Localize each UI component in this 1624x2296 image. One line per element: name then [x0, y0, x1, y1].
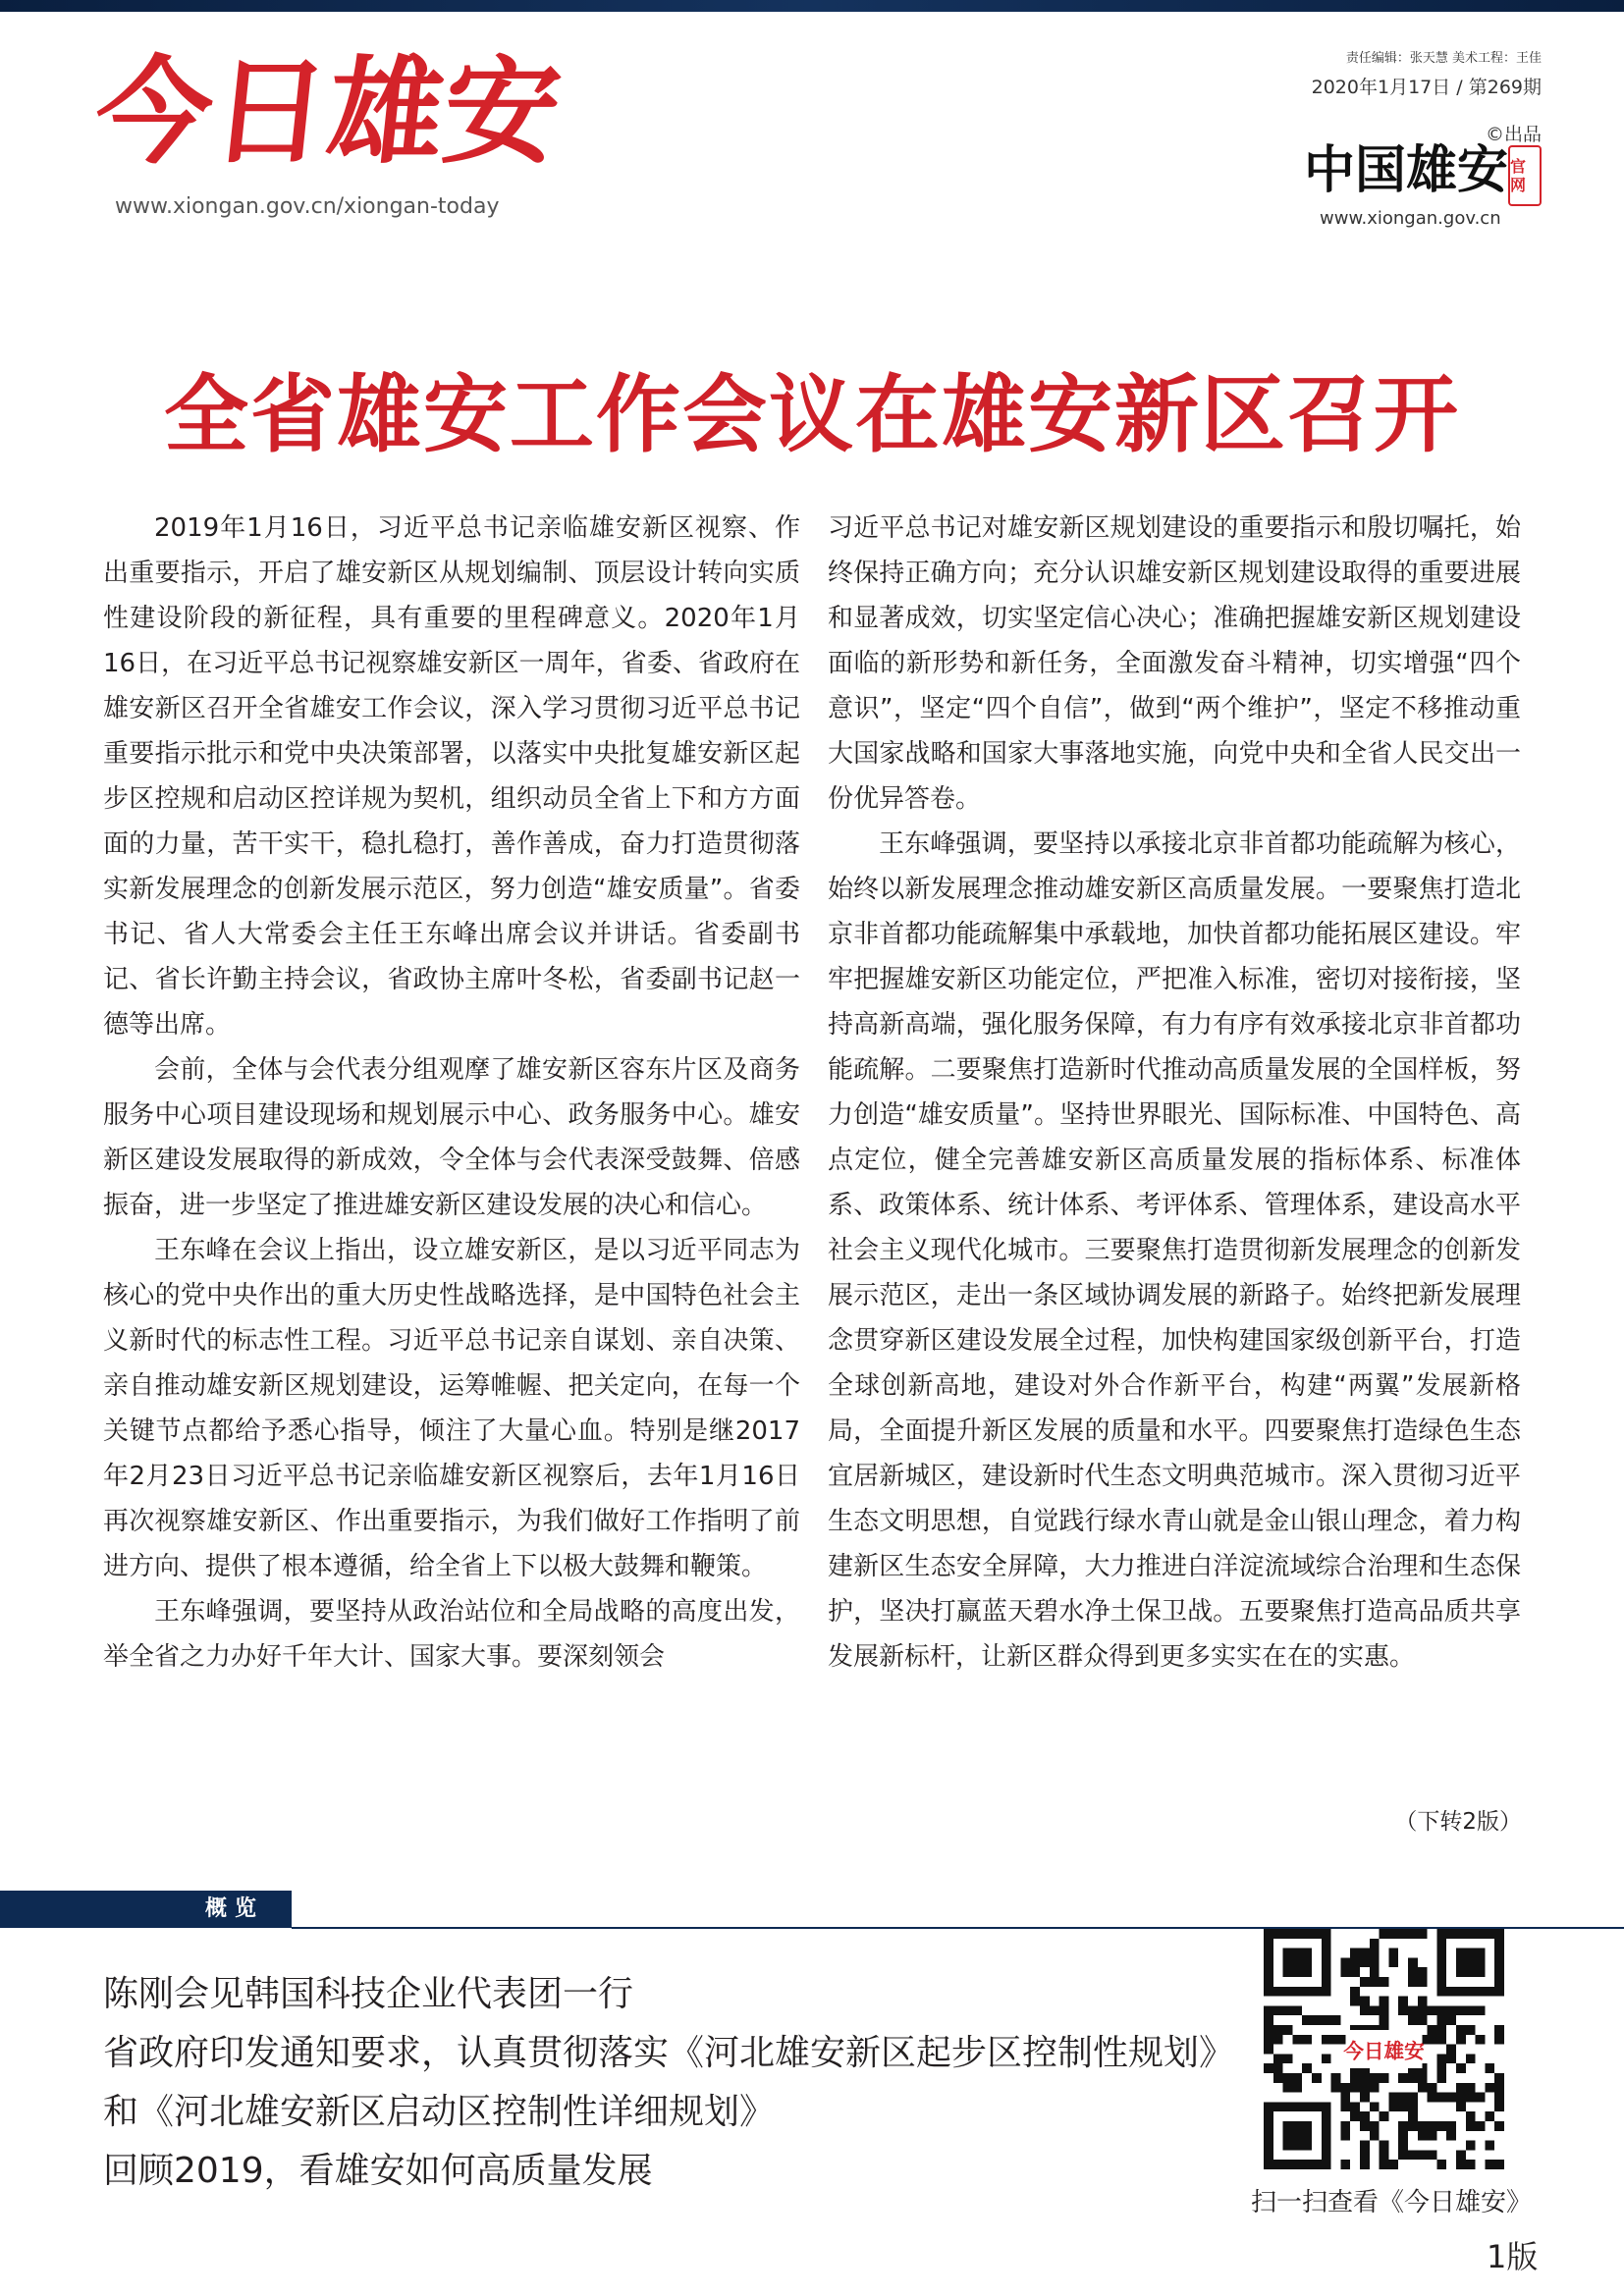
- qr-module: [1436, 2073, 1446, 2083]
- qr-module: [1446, 2054, 1456, 2063]
- qr-module: [1283, 2083, 1293, 2093]
- article-paragraph: 王东峰强调，要坚持从政治站位和全局战略的高度出发，举全省之力办好千年大计、国家大事。要深刻领会: [103, 1597, 800, 1672]
- qr-module: [1264, 2015, 1273, 2025]
- overview-item[interactable]: 省政府印发通知要求，认真贯彻落实《河北雄安新区起步区控制性规划》和《河北雄安新区启动区控制性详细规划》: [103, 2033, 1235, 2132]
- qr-module: [1370, 1977, 1380, 1987]
- qr-module: [1398, 2005, 1408, 2015]
- qr-module: [1264, 2025, 1273, 2035]
- qr-module: [1446, 2093, 1456, 2103]
- editor-credits: 责任编辑：张天慧 美术工程：王佳: [1345, 51, 1542, 66]
- qr-module: [1340, 1967, 1350, 1977]
- qr-module: [1273, 2005, 1283, 2015]
- qr-module: [1446, 2005, 1456, 2015]
- qr-module: [1418, 1967, 1428, 1977]
- qr-module: [1418, 2150, 1428, 2160]
- qr-caption: 扫一扫查看《今日雄安》: [1251, 2188, 1533, 2217]
- qr-module: [1408, 2102, 1418, 2111]
- qr-module: [1292, 2005, 1302, 2015]
- qr-module: [1360, 2141, 1370, 2151]
- qr-module: [1360, 2083, 1370, 2093]
- qr-module: [1494, 2102, 1504, 2111]
- qr-module: [1350, 1949, 1360, 1958]
- qr-module: [1476, 2035, 1486, 2045]
- overview-header: [0, 1891, 292, 1928]
- qr-module: [1350, 1997, 1360, 2006]
- qr-module: [1466, 2141, 1476, 2151]
- qr-module: [1388, 2160, 1398, 2169]
- article-column-left: [103, 506, 800, 1680]
- qr-module: [1388, 1949, 1398, 1958]
- overview-list: [103, 1965, 1242, 2201]
- qr-module: [1408, 2150, 1418, 2160]
- article-paragraph-continued: 习近平总书记对雄安新区规划建设的重要指示和殷切嘱托，始终保持正确方向；充分认识雄安新区规划建设取得的重要进展和显著成效，切实坚定信心决心；准确把握雄安新区规划建设面临的新形势和新任务，全面激发奋斗精神，切实增强“四个意识”，坚定“四个自信”，做到“两个维护”，坚定不移推动重大国家战略和国家大事落地实施，向党中央和全省人民交出一份优异答卷。: [828, 513, 1521, 814]
- qr-module: [1340, 2121, 1350, 2131]
- qr-module: [1360, 2150, 1370, 2160]
- continued-note[interactable]: （下转2版）: [1394, 1809, 1522, 1835]
- qr-module: [1408, 1967, 1418, 1977]
- qr-module: [1360, 2121, 1370, 2131]
- qr-module: [1292, 2083, 1302, 2093]
- article-column-right: [828, 506, 1521, 1680]
- overview-item[interactable]: 陈刚会见韩国科技企业代表团一行: [103, 1974, 634, 2014]
- qr-module: [1456, 2025, 1466, 2035]
- qr-module: [1398, 1997, 1408, 2006]
- qr-module: [1466, 2093, 1476, 2103]
- qr-module: [1418, 2083, 1428, 2093]
- brand-seal: [1508, 145, 1542, 206]
- qr-module: [1273, 2025, 1283, 2035]
- qr-module: [1436, 2121, 1446, 2131]
- qr-module: [1350, 1987, 1360, 1997]
- qr-module: [1380, 2150, 1389, 2160]
- qr-module: [1476, 2005, 1486, 2015]
- qr-module: [1380, 2073, 1389, 2083]
- qr-module: [1380, 2111, 1389, 2121]
- qr-module: [1456, 2063, 1466, 2073]
- qr-module: [1494, 2073, 1504, 2083]
- qr-module: [1476, 2093, 1486, 2103]
- qr-module: [1494, 2035, 1504, 2045]
- qr-module: [1408, 1957, 1418, 1967]
- qr-module: [1446, 2131, 1456, 2141]
- qr-module: [1485, 2083, 1494, 2093]
- qr-module: [1340, 2102, 1350, 2111]
- qr-module: [1398, 2102, 1408, 2111]
- qr-module: [1302, 2035, 1312, 2045]
- overview-label: 概览: [204, 1896, 264, 1921]
- qr-module: [1494, 2083, 1504, 2093]
- qr-module: [1264, 2035, 1273, 2045]
- qr-code-icon[interactable]: [1264, 1929, 1504, 2169]
- article-paragraph: 会前，全体与会代表分组观摩了雄安新区容东片区及商务服务中心项目建设现场和规划展示中心、政务服务中心。雄安新区建设发展取得的新成效，令全体与会代表深受鼓舞、倍感振奋，进一步坚定了推进雄安新区建设发展的决心和信心。: [103, 1055, 800, 1220]
- qr-module: [1283, 2025, 1293, 2035]
- qr-module: [1418, 2073, 1428, 2083]
- qr-module: [1494, 2093, 1504, 2103]
- qr-module: [1408, 2093, 1418, 2103]
- qr-module: [1418, 1977, 1428, 1987]
- qr-module: [1370, 1949, 1380, 1958]
- qr-module: [1428, 2005, 1437, 2015]
- qr-module: [1350, 1967, 1360, 1977]
- qr-module: [1283, 2005, 1293, 2015]
- qr-module: [1350, 2073, 1360, 2083]
- qr-module: [1380, 1977, 1389, 1987]
- qr-module: [1494, 2121, 1504, 2131]
- brand-logo: [1304, 140, 1542, 234]
- qr-module: [1428, 2035, 1437, 2045]
- qr-module: [1331, 2083, 1341, 2093]
- qr-module: [1331, 2073, 1341, 2083]
- qr-module: [1370, 2131, 1380, 2141]
- qr-module: [1388, 2093, 1398, 2103]
- qr-module: [1302, 2015, 1312, 2025]
- qr-module: [1380, 2160, 1389, 2169]
- qr-module: [1456, 2150, 1466, 2160]
- qr-module: [1350, 2083, 1360, 2093]
- qr-module: [1398, 1929, 1408, 1939]
- qr-module: [1456, 2035, 1466, 2045]
- qr-module: [1340, 2131, 1350, 2141]
- qr-module: [1418, 1929, 1428, 1939]
- qr-module: [1380, 2015, 1389, 2025]
- qr-module: [1322, 2035, 1331, 2045]
- qr-module: [1370, 1967, 1380, 1977]
- qr-module: [1312, 2015, 1322, 2025]
- qr-module: [1428, 2150, 1437, 2160]
- overview-item[interactable]: 回顾2019，看雄安如何高质量发展: [103, 2151, 653, 2191]
- brand-url[interactable]: www.xiongan.gov.cn: [1320, 208, 1501, 229]
- qr-module: [1292, 2035, 1302, 2045]
- qr-module: [1418, 2005, 1428, 2015]
- qr-module: [1370, 1957, 1380, 1967]
- qr-module: [1360, 2111, 1370, 2121]
- qr-module: [1428, 2131, 1437, 2141]
- qr-module: [1436, 2015, 1446, 2025]
- qr-module: [1428, 2083, 1437, 2093]
- qr-module: [1360, 2093, 1370, 2103]
- qr-module: [1264, 2005, 1273, 2015]
- qr-module: [1331, 2035, 1341, 2045]
- qr-module: [1312, 2073, 1322, 2083]
- issue-date: 2020年1月17日 / 第269期: [1311, 77, 1542, 98]
- top-bar: [0, 0, 1624, 12]
- qr-module: [1466, 2025, 1476, 2035]
- qr-module: [1466, 2121, 1476, 2131]
- article-paragraph: 2019年1月16日，习近平总书记亲临雄安新区视察、作出重要指示，开启了雄安新区从规划编制、顶层设计转向实质性建设阶段的新征程，具有重要的里程碑意义。2020年1月16日，在习近平总书记视察雄安新区一周年，省委、省政府在雄安新区召开全省雄安工作会议，深入学习贯彻习近平总书记重要指示批示和党中央决策部署，以落实中央批复雄安新区起步区控规和启动区控详规为契机，组织动员全省上下和方方面面的力量，苦干实干，稳扎稳打，善作善成，奋力打造贯彻落实新发展理念的创新发展示范区，努力创造“雄安质量”。省委书记、省人大常委会主任王东峰出席会议并讲话。省委副书记、省长许勤主持会议，省政协主席叶冬松，省委副书记赵一德等出席。: [103, 513, 800, 1040]
- qr-module: [1466, 2160, 1476, 2169]
- qr-module: [1273, 2063, 1283, 2073]
- qr-module: [1436, 2025, 1446, 2035]
- qr-module: [1446, 2015, 1456, 2025]
- qr-module: [1322, 2054, 1331, 2063]
- qr-module: [1436, 2054, 1446, 2063]
- qr-module: [1283, 2054, 1293, 2063]
- qr-module: [1485, 2141, 1494, 2151]
- qr-module: [1340, 2093, 1350, 2103]
- qr-module: [1408, 1977, 1418, 1987]
- qr-module: [1408, 2111, 1418, 2121]
- qr-module: [1456, 2093, 1466, 2103]
- qr-module: [1350, 1957, 1360, 1967]
- qr-module: [1466, 2083, 1476, 2093]
- qr-module: [1398, 2150, 1408, 2160]
- qr-module: [1292, 2073, 1302, 2083]
- qr-module: [1264, 2063, 1273, 2073]
- qr-module: [1436, 2063, 1446, 2073]
- qr-module: [1360, 1977, 1370, 1987]
- qr-module: [1418, 2015, 1428, 2025]
- qr-module: [1360, 2073, 1370, 2083]
- qr-module: [1446, 2045, 1456, 2055]
- qr-module: [1380, 1997, 1389, 2006]
- page-number: 1版: [1487, 2238, 1539, 2275]
- qr-module: [1466, 2054, 1476, 2063]
- qr-module: [1360, 1949, 1370, 1958]
- qr-module: [1398, 2131, 1408, 2141]
- qr-module: [1380, 1929, 1389, 1939]
- qr-module: [1408, 2005, 1418, 2015]
- qr-module: [1370, 2005, 1380, 2015]
- qr-module: [1446, 2121, 1456, 2131]
- qr-module: [1388, 1957, 1398, 1967]
- qr-module: [1360, 1997, 1370, 2006]
- qr-module: [1360, 1957, 1370, 1967]
- qr-module: [1436, 2035, 1446, 2045]
- qr-module: [1456, 2160, 1466, 2169]
- qr-module: [1428, 2121, 1437, 2131]
- headline: 全省雄安工作会议在雄安新区召开: [164, 364, 1460, 464]
- qr-module: [1494, 2025, 1504, 2035]
- article-paragraph: 王东峰强调，要坚持以承接北京非首都功能疏解为核心，始终以新发展理念推动雄安新区高质量发展。一要聚焦打造北京非首都功能疏解集中承载地，加快首都功能拓展区建设。牢牢把握雄安新区功能定位，严把准入标准，密切对接衔接，坚持高新高端，强化服务保障，有力有序有效承接北京非首都功能疏解。二要聚焦打造新时代推动高质量发展的全国样板，努力创造“雄安质量”。坚持世界眼光、国际标准、中国特色、高点定位，健全完善雄安新区高质量发展的指标体系、标准体系、政策体系、统计体系、考评体系、管理体系，建设高水平社会主义现代化城市。三要聚焦打造贯彻新发展理念的创新发展示范区，走出一条区域协调发展的新路子。始终把新发展理念贯穿新区建设发展全过程，加快构建国家级创新平台，打造全球创新高地，建设对外合作新平台，构建“两翼”发展新格局，全面提升新区发展的质量和水平。四要聚焦打造绿色生态宜居新城区，建设新时代生态文明典范城市。深入贯彻习近平生态文明思想，自觉践行绿水青山就是金山银山理念，着力构建新区生态安全屏障，大力推进白洋淀流域综合治理和生态保护，坚决打赢蓝天碧水净土保卫战。五要聚焦打造高品质共享发展新标杆，让新区群众得到更多实实在在的实惠。: [828, 829, 1521, 1672]
- qr-logo: 今日雄安: [1343, 2039, 1425, 2063]
- qr-module: [1398, 2093, 1408, 2103]
- qr-module: [1436, 2005, 1446, 2015]
- qr-module: [1273, 2073, 1283, 2083]
- qr-module: [1340, 1957, 1350, 1967]
- qr-module: [1485, 2160, 1494, 2169]
- qr-module: [1476, 2121, 1486, 2131]
- qr-module: [1418, 2131, 1428, 2141]
- qr-module: [1331, 2015, 1341, 2025]
- qr-module: [1398, 2073, 1408, 2083]
- qr-module: [1264, 2045, 1273, 2055]
- qr-module: [1418, 1997, 1428, 2006]
- qr-module: [1340, 2083, 1350, 2093]
- qr-module: [1370, 2102, 1380, 2111]
- article-paragraph: 王东峰在会议上指出，设立雄安新区，是以习近平同志为核心的党中央作出的重大历史性战略选择，是中国特色社会主义新时代的标志性工程。习近平总书记亲自谋划、亲自决策、亲自推动雄安新区规划建设，运筹帷幄、把关定向，在每一个关键节点都给予悉心指导，倾注了大量心血。特别是继2017年2月23日习近平总书记亲临雄安新区视察后，去年1月16日再次视察雄安新区、作出重要指示，为我们做好工作指明了前进方向、提供了根本遵循，给全省上下以极大鼓舞和鞭策。: [103, 1236, 800, 1581]
- publisher-mark: ©出品: [1485, 124, 1542, 145]
- masthead-logo: 今日雄安: [88, 43, 568, 180]
- qr-module: [1398, 2121, 1408, 2131]
- qr-module: [1456, 2005, 1466, 2015]
- qr-module: [1408, 2121, 1418, 2131]
- qr-module: [1428, 2025, 1437, 2035]
- qr-module: [1456, 2083, 1466, 2093]
- qr-module: [1380, 2141, 1389, 2151]
- qr-module: [1485, 2111, 1494, 2121]
- qr-module: [1273, 2035, 1283, 2045]
- qr-module: [1466, 2005, 1476, 2015]
- qr-module: [1370, 2073, 1380, 2083]
- qr-module: [1408, 2073, 1418, 2083]
- qr-module: [1283, 2073, 1293, 2083]
- qr-module: [1322, 2015, 1331, 2025]
- qr-module: [1408, 2015, 1418, 2025]
- qr-module: [1456, 2102, 1466, 2111]
- qr-module: [1436, 2093, 1446, 2103]
- qr-module: [1302, 2063, 1312, 2073]
- qr-module: [1380, 2005, 1389, 2015]
- qr-module: [1388, 1929, 1398, 1939]
- qr-module: [1494, 2160, 1504, 2169]
- qr-module: [1485, 2063, 1494, 2073]
- qr-module: [1273, 2054, 1283, 2063]
- qr-module: [1370, 2083, 1380, 2093]
- qr-module: [1370, 1939, 1380, 1949]
- qr-module: [1418, 2121, 1428, 2131]
- brand-text: 中国雄安: [1304, 140, 1509, 200]
- qr-module: [1398, 2141, 1408, 2151]
- brand-seal-text: 官网: [1510, 156, 1527, 194]
- qr-module: [1360, 2160, 1370, 2169]
- qr-module: [1350, 2111, 1360, 2121]
- qr-module: [1428, 2093, 1437, 2103]
- qr-module: [1408, 1929, 1418, 1939]
- masthead-url[interactable]: www.xiongan.gov.cn/xiongan-today: [115, 194, 500, 219]
- qr-module: [1360, 2005, 1370, 2015]
- qr-module: [1436, 2160, 1446, 2169]
- qr-module: [1370, 2121, 1380, 2131]
- qr-module: [1340, 2160, 1350, 2169]
- qr-module: [1466, 2111, 1476, 2121]
- qr-module: [1388, 2102, 1398, 2111]
- qr-module: [1350, 2102, 1360, 2111]
